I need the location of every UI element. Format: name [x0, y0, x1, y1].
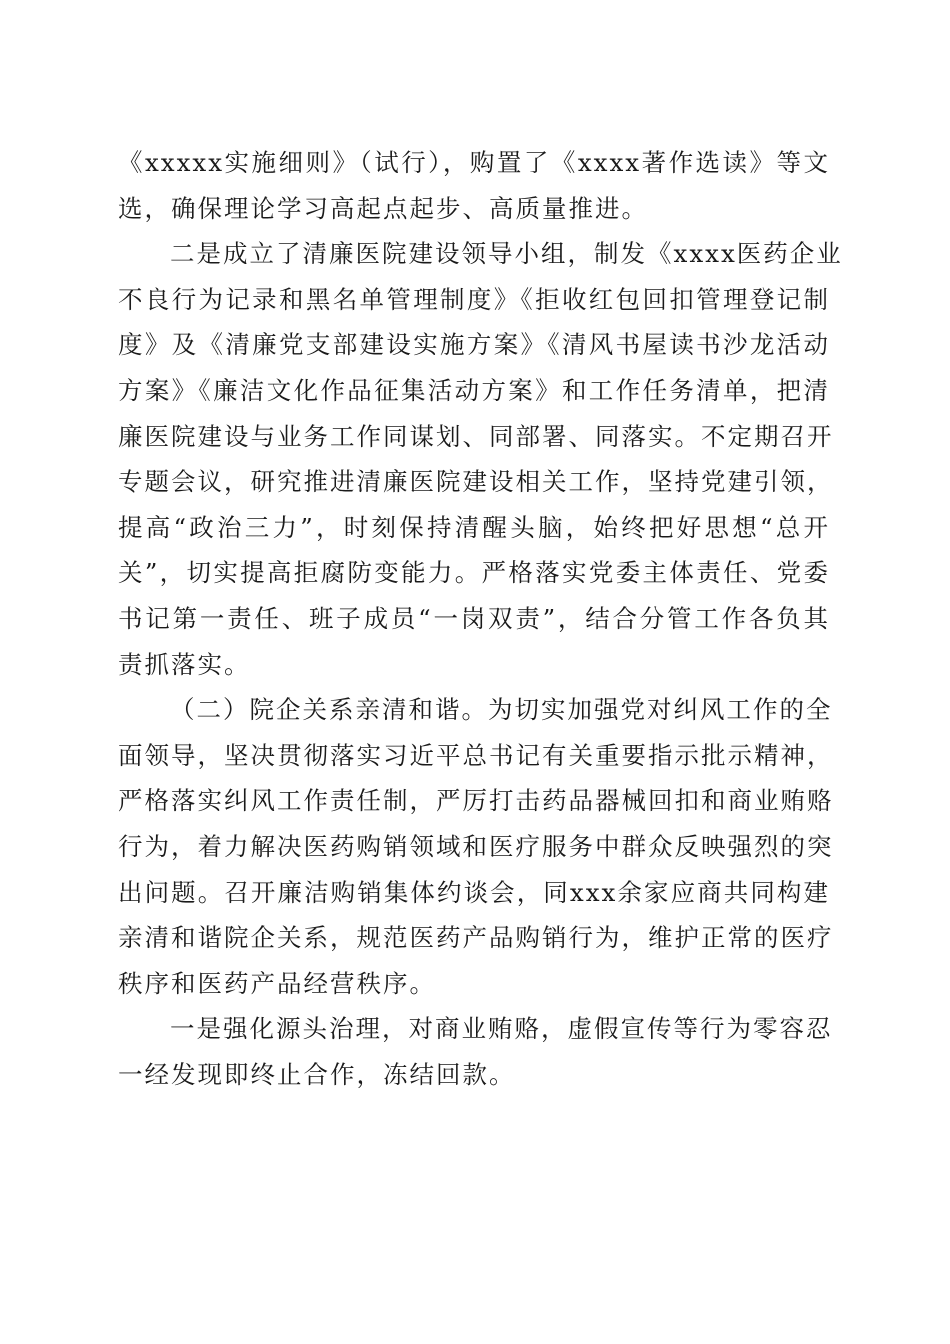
text-line: 出问题。召开廉洁购销集体约谈会，同xxx余家应商共同构建	[118, 877, 830, 907]
text-line: 一经发现即终止合作，冻结回款。	[118, 1059, 516, 1089]
text-line: 严格落实纠风工作责任制，严厉打击药品器械回扣和商业贿赂	[118, 786, 834, 816]
text-line: 不良行为记录和黑名单管理制度》《拒收红包回扣管理登记制	[118, 284, 830, 314]
document-body	[118, 140, 843, 1097]
text-line: 《xxxxx实施细则》（试行），购置了《xxxx著作选读》等文	[118, 148, 830, 177]
text-line: 面领导，坚决贯彻落实习近平总书记有关重要指示批示精神，	[118, 740, 834, 770]
text-line: 廉医院建设与业务工作同谋划、同部署、同落实。不定期召开	[118, 421, 834, 451]
text-line: 选，确保理论学习高起点起步、高质量推进。	[118, 193, 648, 223]
text-line: 责抓落实。	[118, 649, 251, 679]
text-line: 一是强化源头治理，对商业贿赂，虚假宣传等行为零容忍	[170, 1014, 833, 1044]
text-line: 秩序和医药产品经营秩序。	[118, 968, 436, 998]
text-line: 关”，切实提高拒腐防变能力。严格落实党委主体责任、党委	[118, 558, 830, 588]
text-line: 专题会议，研究推进清廉医院建设相关工作，坚持党建引领，	[118, 467, 834, 497]
text-line: 提高“政治三力”，时刻保持清醒头脑，始终把好思想“总开	[118, 512, 830, 542]
text-line: 方案》《廉洁文化作品征集活动方案》和工作任务清单，把清	[118, 375, 830, 405]
text-line: 度》及《清廉党支部建设实施方案》《清风书屋读书沙龙活动	[118, 330, 830, 360]
text-line: （二）院企关系亲清和谐。为切实加强党对纠风工作的全	[170, 695, 833, 725]
text-line: 书记第一责任、班子成员“一岗双责”，结合分管工作各负其	[118, 603, 830, 633]
text-line: 行为，着力解决医药购销领域和医疗服务中群众反映强烈的突	[118, 831, 834, 861]
text-line: 亲清和谐院企关系，规范医药产品购销行为，维护正常的医疗	[118, 923, 834, 953]
text-line: 二是成立了清廉医院建设领导小组，制发《xxxx医药企业	[170, 239, 843, 269]
